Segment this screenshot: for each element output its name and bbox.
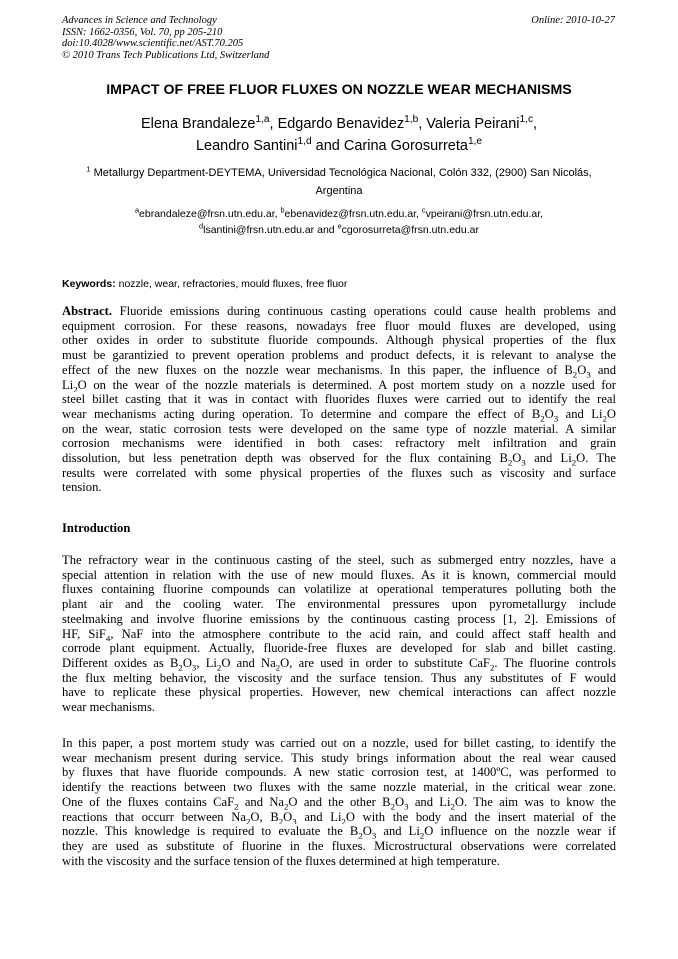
author-name: Edgardo Benavidez: [277, 116, 405, 132]
author-sup: 1,e: [467, 136, 483, 148]
abstract-line: $Li_2O$ on the wear of the nozzle materials is determined. A post mortem study on a nozzle used for: [62, 377, 616, 393]
paragraph-line: HF, SiF$_4$, NaF into the atmosphere contribute to the acid rain, and could affect staff health and: [62, 626, 616, 642]
author-emails: [62, 206, 616, 238]
abstract-line-text: Fluoride emissions during continuous casting operations could cause health problems and: [119, 304, 616, 318]
abstract-line: equipment corrosion. For these reasons, nowadays free fluor mould fluxes are developed, using: [62, 318, 616, 333]
author-sep: and: [311, 138, 344, 154]
email-sup: d: [199, 221, 204, 231]
author-sup: 1,d: [297, 136, 312, 148]
paragraph-line: steelmaking and involve fluorine emissions by the continuous casting process [1, 2]. Emissions of: [62, 611, 616, 626]
author-sep: ,: [269, 116, 278, 132]
affiliation: [70, 164, 608, 200]
author-name: Carina Gorosurreta: [343, 138, 468, 154]
journal-name: Advances in Science and Technology: [62, 15, 217, 26]
paragraph-line: identify the reactions between two fluxes with the same nozzle material, in the critical wear zone.: [62, 780, 616, 795]
affiliation-sup: 1: [86, 164, 91, 174]
paragraph-line: special attention in relation with the use of new mould fluxes. As it is known, commercial mould: [62, 567, 616, 582]
paragraph-line: nozzle. This knowledge is required to evaluate the $B_2O_3$ and $Li_2O$ influence on the nozzle wear if: [62, 824, 616, 839]
online-date: Online: 2010-10-27: [531, 15, 615, 26]
issn-line: ISSN: 1662-0356, Vol. 70, pp 205-210: [62, 26, 223, 38]
abstract-line: results were correlated with some physical properties of the fluxes such as viscosity and surface: [62, 465, 616, 480]
abstract-line: wear mechanisms acting during operation. To determine and compare the effect of $B_2O_3$ and $Li_2O$: [62, 406, 616, 422]
paragraph-line: with the viscosity and the surface tension of the fluxes determined at high temperature.: [62, 853, 500, 868]
author-line-1: [40, 113, 638, 135]
abstract-label: Abstract.: [62, 304, 113, 318]
abstract-line: on the wear, static corrosion tests were developed on the same type of nozzle material. A similar: [62, 421, 616, 436]
email-link[interactable]: lsantini@frsn.utn.edu.ar: [203, 224, 315, 236]
author-name: Valeria Peirani: [426, 116, 520, 132]
section-heading-introduction: Introduction: [62, 521, 131, 535]
paragraph-line: plant air and the cooling water. The environmental pressures upon pyrometallurgy include: [62, 597, 616, 612]
keywords-label: Keywords:: [62, 278, 116, 290]
author-name: Elena Brandaleze: [140, 116, 256, 132]
paragraph-line: Different oxides as $B_2O_3$, $Li_2O$ and $Na_2O$, are used in order to substitute CaF$_2$. The fluorine controls: [62, 655, 616, 671]
keywords-text: nozzle, wear, refractories, mould fluxes, free fluor: [118, 278, 348, 290]
abstract-line: must be garantizied to prevent operation problems and product defects, it is relevant to analyse the: [62, 348, 616, 363]
paragraph-line: have to replicate these physical properties. However, new chemical interactions can affect nozzle: [62, 685, 616, 700]
email-link[interactable]: ebenavidez@frsn.utn.edu.ar,: [284, 208, 419, 220]
abstract-line: other oxides in order to substitute fluoride compounds. Although physical properties of the flux: [62, 333, 616, 348]
paragraph-line: they are used as substitute of fluorine in the fluxes. Microstructural observations were correlated: [62, 838, 616, 853]
introduction-paragraph-2: [62, 736, 616, 868]
email-link[interactable]: vpeirani@frsn.utn.edu.ar,: [425, 208, 544, 220]
affiliation-line-1: Metallurgy Department-DEYTEMA, Universidad Tecnológica Nacional, Colón 332, (2900) San Nicolás,: [93, 167, 592, 179]
email-link[interactable]: cgorosurreta@frsn.utn.edu.ar: [341, 224, 479, 236]
paragraph-line: by fluxes that have fluoride compounds. A new static corrosion test, at 1400ºC, was performed to: [62, 765, 616, 780]
keywords: [62, 277, 616, 291]
email-sup: a: [134, 205, 140, 215]
abstract-line: tension.: [62, 480, 102, 495]
abstract-line: steel billet casting that it was in contact with fluorides fluxes were carried out to identify the real: [62, 392, 616, 407]
email-and: and: [317, 224, 335, 236]
doi-line: doi:10.4028/www.scientific.net/AST.70.205: [62, 38, 244, 49]
author-line-2: [40, 135, 638, 157]
paragraph-line: In this paper, a post mortem study was carried out on a nozzle, used for billet casting, to identify the: [62, 736, 616, 750]
paragraph-line: reactions that occurr between $Na_2O$, $B_2O_3$ and $Li_2O$ with the body and the insert material of the: [62, 809, 616, 825]
abstract-line: effect of the new fluxes on the nozzle wear mechanisms. In this paper, the influence of $B_2O_3$ and: [62, 362, 616, 378]
paper-title: IMPACT OF FREE FLUOR FLUXES ON NOZZLE WEAR MECHANISMS: [106, 82, 572, 98]
author-sep: ,: [533, 116, 538, 132]
abstract-line: corrosion mechanisms were identified in both cases: refractory melt infiltration and grain: [62, 436, 616, 451]
abstract: [62, 304, 616, 495]
author-list: [40, 113, 638, 157]
author-name: Leandro Santini: [195, 138, 298, 154]
email-sup: c: [421, 205, 426, 215]
email-sup: e: [337, 221, 342, 231]
paragraph-line: wear mechanism present during service. This study brings information about the real wear caused: [62, 750, 616, 765]
author-sup: 1,a: [255, 114, 270, 126]
email-sup: b: [280, 205, 285, 215]
paragraph-line: The refractory wear in the continuous casting of the steel, such as submerged entry nozzles, have a: [62, 553, 616, 567]
email-link[interactable]: ebrandaleze@frsn.utn.edu.ar,: [139, 208, 278, 220]
affiliation-line-2: Argentina: [315, 185, 363, 197]
paragraph-line: One of the fluxes contains CaF$_2$ and $Na_2O$ and the other $B_2O_3$ and $Li_2O$. The aim was to know the: [62, 794, 616, 810]
paragraph-line: corrode plant equipment. Actually, fluoride-free fluxes are developed for slab and billet casting.: [62, 641, 616, 656]
author-sup: 1,c: [519, 114, 534, 126]
copyright-line: © 2010 Trans Tech Publications Ltd, Switzerland: [62, 49, 270, 61]
journal-header: [62, 15, 269, 61]
author-sup: 1,b: [404, 114, 419, 126]
introduction-paragraph-1: [62, 553, 616, 715]
abstract-line: dissolution, but less penetration depth was observed for the flux containing $B_2O_3$ and $Li_2O$. The: [62, 451, 616, 466]
paragraph-line: fluxes containing fluorine compounds can volatilize at operational temperatures polluting both the: [62, 582, 616, 597]
paragraph-line: wear mechanisms.: [62, 700, 156, 715]
paragraph-line: the flux melting behavior, the viscosity and the surface tension. Thus any substitutes of F would: [62, 670, 616, 685]
author-sep: ,: [418, 116, 427, 132]
abstract-line: [62, 304, 616, 319]
